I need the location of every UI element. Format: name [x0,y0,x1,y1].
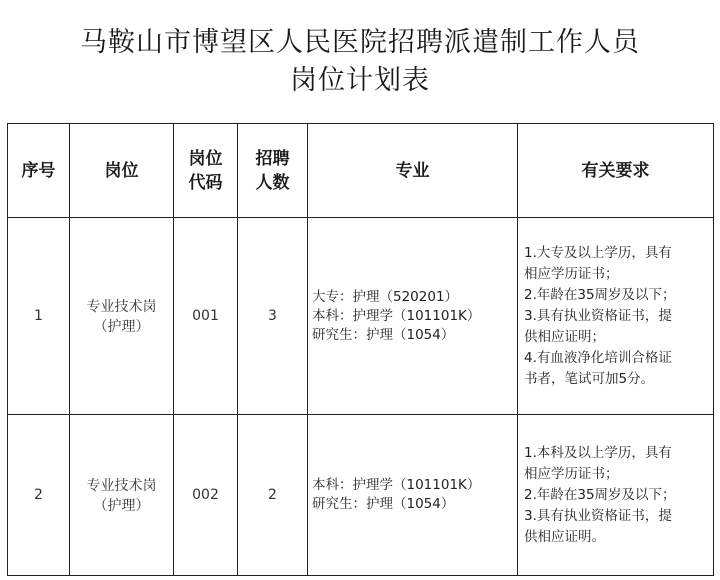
row-seq: 2 [8,415,70,576]
requirement-line: 1.本科及以上学历，具有 [524,444,672,461]
row-seq: 1 [8,218,70,415]
document-title: 马鞍山市博望区人民医院招聘派遣制工作人员 [80,27,640,58]
requirement-line: 1.大专及以上学历，具有 [524,244,672,261]
header-code-line1: 岗位 [188,148,223,169]
row-count: 2 [238,415,308,576]
position-line1: 专业技术岗 [86,478,157,494]
header-count-line1: 招聘 [255,148,290,169]
requirement-line: 2.年龄在35周岁及以下； [524,486,676,503]
row-position [70,218,174,415]
table-header-row [8,124,714,218]
row-requirements [518,218,714,415]
row-major [308,218,518,415]
header-seq: 序号 [8,124,70,218]
position-line1: 专业技术岗 [86,299,157,315]
requirement-line: 相应学历证书； [524,265,619,282]
requirement-line: 3.具有执业资格证书，提 [524,507,672,524]
requirement-line: 书者，笔试可加5分。 [524,370,655,387]
header-count [238,124,308,218]
row-major [308,415,518,576]
major-line: 研究生：护理（1054） [312,326,455,343]
header-code-line2: 代码 [188,172,223,193]
requirement-line: 2.年龄在35周岁及以下； [524,286,676,303]
row-code: 002 [174,415,238,576]
row-requirements [518,415,714,576]
row-position [70,415,174,576]
requirement-line: 3.具有执业资格证书，提 [524,307,672,324]
header-major: 专业 [308,124,518,218]
position-plan-table [7,123,714,576]
header-count-line2: 人数 [255,172,290,193]
header-position: 岗位 [70,124,174,218]
position-line2: （护理） [93,319,150,335]
header-requirements: 有关要求 [518,124,714,218]
table-row [8,218,714,415]
major-line: 大专：护理（520201） [312,288,459,305]
requirement-line: 4.有血液净化培训合格证 [524,349,672,366]
major-line: 本科：护理学（101101K） [312,307,481,324]
major-line: 本科：护理学（101101K） [312,477,481,493]
requirement-line: 供相应证明。 [524,528,605,545]
major-line: 研究生：护理（1054） [312,496,455,512]
requirement-line: 供相应证明； [524,328,605,345]
document-subtitle: 岗位计划表 [290,65,430,96]
table-row [8,415,714,576]
position-line2: （护理） [93,498,150,514]
row-code: 001 [174,218,238,415]
requirement-line: 相应学历证书； [524,465,619,482]
header-code [174,124,238,218]
row-count: 3 [238,218,308,415]
